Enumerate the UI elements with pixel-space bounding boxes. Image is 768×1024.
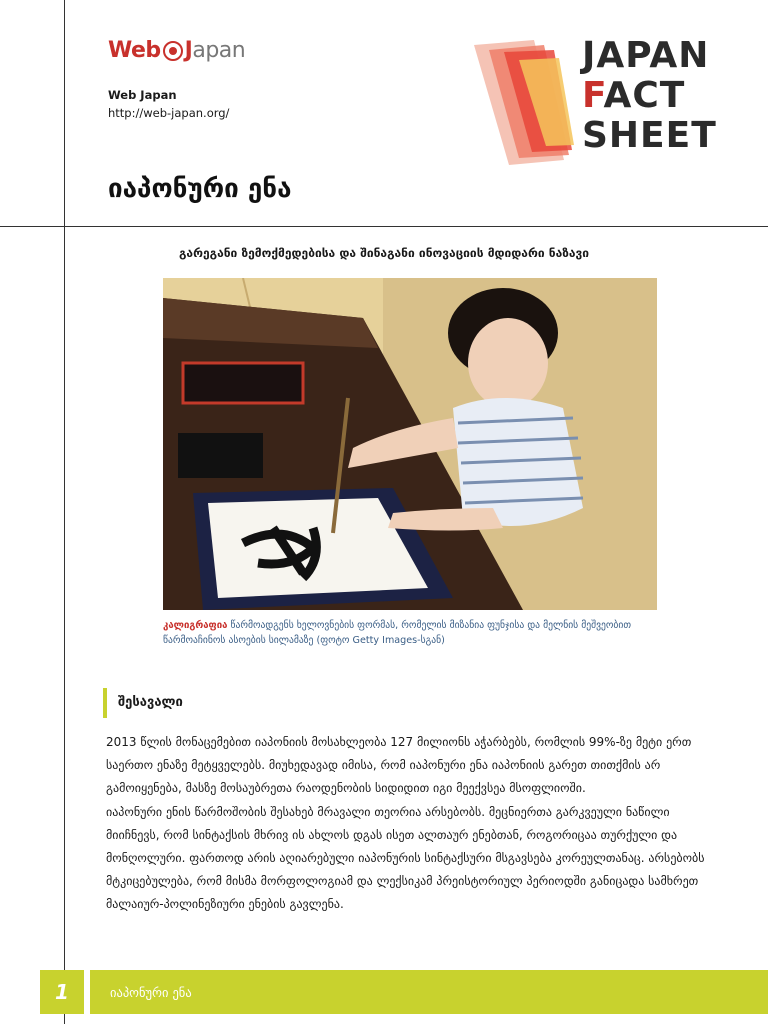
header-divider [0,226,768,227]
fact-sheet-line2: FACT [582,75,686,116]
caption-bold-term: კალიგრაფია [163,620,228,631]
document-subtitle: გარეგანი ზემოქმედებისა და შინაგანი ინოვაციის მდიდარი ნაზავი [178,246,590,260]
footer-label: იაპონური ენა [90,970,768,1014]
section-accent-bar [103,688,107,718]
fact-sheet-line3: SHEET [582,115,717,156]
japan-fact-sheet-logo [464,30,724,170]
publisher-name: Web Japan [108,88,177,102]
calligraphy-photo [163,278,657,610]
section-title: შესავალი [118,695,183,710]
page-number: 1 [40,970,84,1014]
rising-sun-icon [163,41,183,61]
fact-sheet-text [582,36,717,156]
publisher-url-link[interactable]: http://web-japan.org/ [108,106,230,120]
logo-japan-initial: J [184,38,193,63]
logo-web-text: Web [108,38,161,63]
fact-sheet-ribbon-icon [464,30,594,170]
caption-text: წარმოადგენს ხელოვნების ფორმას, რომელის მიზანია ფუნჯისა და მელნის მეშვეობით წარმოაჩინოს ასოების სილამაზე (ფოტო Getty Images-სგან) [163,620,632,646]
fact-sheet-line1: JAPAN [582,35,710,76]
paragraph: 2013 წლის მონაცემებით იაპონიის მოსახლეობა 127 მილიონს აჭარბებს, რომლის 99%-ზე მეტი ერთ საერთო ენაზე მეტყველებს. მიუხედავად იმისა, რომ იაპონური ენა იაპონიის გარეთ თითქმის არ გამოიყენება, მასზე მოსაუბრეთა რაოდენობის სიდიდით იგი მეექვსეა მსოფლიოში. [106,735,692,795]
document-title: იაპონური ენა [108,174,292,204]
margin-vertical-rule [64,0,65,1024]
web-japan-logo[interactable] [108,38,245,63]
logo-japan-rest: apan [192,38,246,63]
photo-caption [163,618,663,648]
paragraph: იაპონური ენის წარმოშობის შესახებ მრავალი თეორია არსებობს. მეცნიერთა გარკვეული ნაწილი მიიჩნევს, რომ სინტაქსის მხრივ ის ახლოს დგას ისეთ ალთაურ ენებთან, როგორიცაა თურქული და მონღოლური. ფართოდ არის აღიარებული იაპონურის სინტაქსური მსგავსება კორეულთანაც. არსებობს მტკიცებულება, რომ მისმა მორფოლოგიამ და ლექსიკამ პრეისტორიულ პერიოდში განიცადა სამხრეთ მალაიურ-პოლინეზიური ენების გავლენა. [106,805,705,911]
